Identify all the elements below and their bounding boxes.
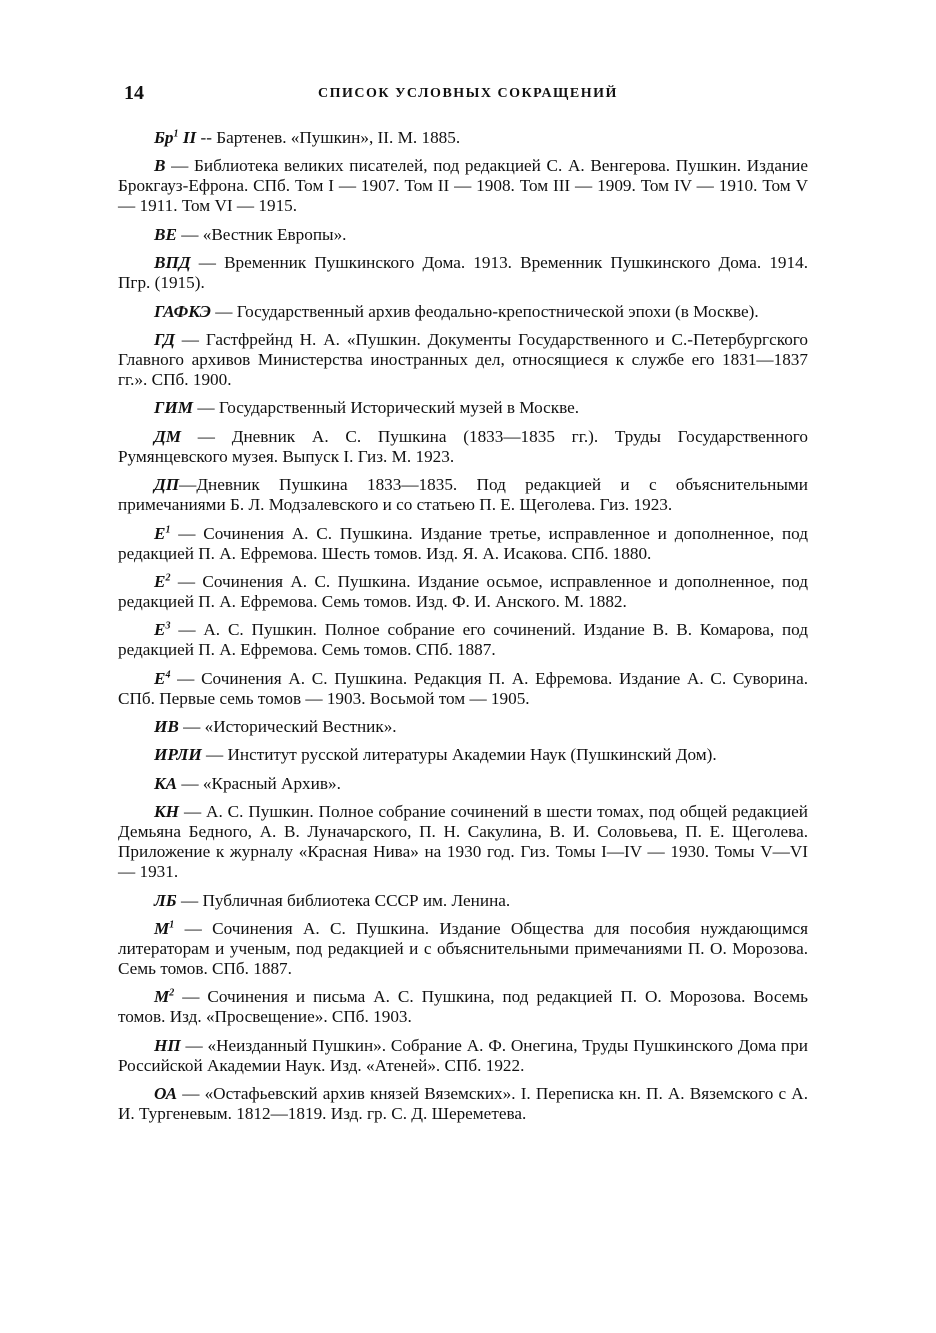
entry-separator: —	[165, 156, 194, 176]
abbreviation-term: ГИМ	[154, 398, 194, 418]
entry-description: Сочинения А. С. Пушкина. Издание Общества для пособия нуждающимся литераторам и ученым, под редакцией и с объяснительными примечаниями П. О. Морозова. Семь томов. СПб. 1887.	[118, 919, 808, 979]
abbreviation-term: ГАФКЭ	[154, 301, 211, 321]
entry-description: Государственный Исторический музей в Москве.	[218, 398, 580, 418]
edition-superscript: 3	[165, 620, 171, 632]
abbreviation-term: Е	[154, 620, 166, 640]
abbreviations-list	[118, 128, 808, 1133]
entry-separator: —	[177, 773, 203, 793]
entry-separator: —	[174, 329, 206, 349]
entry-separator: --	[196, 128, 217, 147]
entry-description: Дневник А. С. Пушкина (1833—1835 гг.). Труды Государственного Румянцевского музея. Выпуск I. Гиз. М. 1923.	[118, 426, 808, 466]
entry-separator: —	[170, 571, 203, 591]
abbreviation-entry	[118, 225, 808, 245]
abbreviation-entry	[118, 302, 808, 322]
abbreviation-entry	[118, 987, 808, 1027]
entry-separator: —	[170, 620, 204, 640]
abbreviation-term: ВЕ	[154, 224, 177, 244]
entry-separator: —	[177, 1084, 205, 1104]
entry-description: Государственный архив феодально-крепостнической эпохи (в Москве).	[236, 301, 759, 321]
entry-description: «Остафьевский архив князей Вяземских». I. Переписка кн. П. А. Вяземского с А. И. Тургеневым. 1812—1819. Изд. гр. С. Д. Шереметева.	[118, 1084, 808, 1124]
abbreviation-term: ДМ	[154, 426, 182, 446]
abbreviation-entry	[118, 1036, 808, 1076]
abbreviation-term: ИВ	[154, 717, 179, 737]
abbreviation-term: ДП	[154, 475, 180, 495]
entry-separator: —	[170, 523, 204, 543]
entry-separator: —	[170, 668, 202, 688]
entry-separator: —	[180, 1035, 208, 1055]
entry-separator: —	[190, 253, 225, 273]
abbreviation-term: М	[154, 919, 170, 939]
edition-superscript: 4	[165, 668, 171, 680]
entry-description: Институт русской литературы Академии Наук (Пушкинский Дом).	[227, 745, 717, 765]
abbreviation-term: Бр	[154, 128, 174, 147]
entry-separator: —	[181, 426, 232, 446]
entry-separator: —	[174, 987, 208, 1007]
edition-superscript: 1	[169, 919, 175, 931]
abbreviation-term: ИРЛИ	[154, 745, 202, 765]
abbreviation-entry	[118, 156, 808, 216]
abbreviation-entry	[118, 717, 808, 737]
abbreviation-term: ЛБ	[154, 890, 177, 910]
abbreviation-entry	[118, 745, 808, 765]
entry-description: «Неизданный Пушкин». Собрание А. Ф. Онегина, Труды Пушкинского Дома при Российской Академии Наук. Изд. «Атеней». СПб. 1922.	[118, 1035, 809, 1075]
abbreviation-entry	[118, 128, 808, 148]
abbreviation-term: Е	[154, 668, 166, 688]
entry-description: Временник Пушкинского Дома. 1913. Временник Пушкинского Дома. 1914. Пгр. (1915).	[118, 253, 808, 293]
abbreviation-entry	[118, 253, 808, 293]
abbreviation-term: ОА	[154, 1084, 178, 1104]
entry-separator: —	[193, 398, 219, 418]
edition-superscript: 2	[165, 572, 171, 584]
abbreviation-entry	[118, 919, 808, 979]
abbreviation-term: ГД	[154, 329, 175, 349]
abbreviation-term: НП	[154, 1035, 181, 1055]
abbreviation-term: Е	[154, 571, 166, 591]
edition-superscript: 1	[165, 523, 171, 535]
entry-description: Гастфрейнд Н. А. «Пушкин. Документы Государственного и С.-Петербургского Главного архивов Министерства иностранных дел, относящиеся к службе его 1831—1837 гг.». СПб. 1900.	[118, 329, 809, 389]
running-title: СПИСОК УСЛОВНЫХ СОКРАЩЕНИЙ	[318, 86, 618, 101]
entry-description: Сочинения и письма А. С. Пушкина, под редакцией П. О. Морозова. Восемь томов. Изд. «Просвещение». СПб. 1903.	[118, 987, 809, 1027]
abbreviation-term: ВПД	[154, 253, 191, 273]
entry-description: «Вестник Европы».	[202, 224, 347, 244]
abbreviation-entry	[118, 774, 808, 794]
entry-separator: —	[179, 802, 207, 822]
entry-description: Дневник Пушкина 1833—1835. Под редакцией и с объяснительными примечаниями Б. Л. Модзалевского и со статьею П. Е. Щеголева. Гиз. 1923.	[118, 475, 808, 515]
entry-separator: —	[176, 890, 203, 910]
entry-description: Сочинения А. С. Пушкина. Издание третье, исправленное и дополненное, под редакцией П. А. Ефремова. Шесть томов. Изд. Я. А. Исакова. СПб. 1880.	[118, 523, 808, 563]
page-header	[118, 82, 818, 112]
abbreviation-entry	[118, 398, 808, 418]
abbreviation-entry	[118, 802, 808, 882]
entry-separator: —	[201, 745, 228, 765]
entry-description: А. С. Пушкин. Полное собрание сочинений в шести томах, под общей редакцией Демьяна Бедного, А. В. Луначарского, П. Н. Сакулина, В. И. Соловьева, П. Е. Щеголева. Приложение к журналу «Красная Нива» на 1930 год. Гиз. Томы I—IV — 1930. Томы V—VI — 1931.	[118, 802, 809, 882]
entry-description: Сочинения А. С. Пушкина. Редакция П. А. Ефремова. Издание А. С. Суворина. СПб. Первые семь томов — 1903. Восьмой том — 1905.	[118, 668, 809, 708]
entry-separator: —	[176, 224, 203, 244]
abbreviation-volume: II	[178, 128, 197, 147]
entry-separator: —	[210, 301, 237, 321]
edition-superscript: 1	[173, 128, 179, 140]
abbreviation-term: М	[154, 987, 170, 1007]
abbreviation-entry	[118, 524, 808, 564]
entry-separator: —	[178, 717, 205, 737]
abbreviation-entry	[118, 427, 808, 467]
abbreviation-term: КН	[154, 802, 180, 822]
entry-description: «Красный Архив».	[202, 773, 341, 793]
abbreviation-entry	[118, 891, 808, 911]
abbreviation-entry	[118, 669, 808, 709]
abbreviation-entry	[118, 572, 808, 612]
abbreviation-term: В	[154, 156, 166, 176]
abbreviation-term: Е	[154, 523, 166, 543]
page-number: 14	[124, 82, 144, 104]
abbreviation-entry	[118, 1084, 808, 1124]
entry-description: Библиотека великих писателей, под редакцией С. А. Венгерова. Пушкин. Издание Брокгауз-Ефрона. СПб. Том I — 1907. Том II — 1908. Том III — 1909. Том IV — 1910. Том V — 1911. Том VI — 1915.	[118, 156, 808, 216]
abbreviation-term: КА	[154, 773, 178, 793]
entry-description: Бартенев. «Пушкин», II. М. 1885.	[216, 128, 461, 147]
entry-description: А. С. Пушкин. Полное собрание его сочинений. Издание В. В. Комарова, под редакцией П. А. Ефремова. Семь томов. СПб. 1887.	[118, 620, 809, 660]
edition-superscript: 2	[169, 987, 175, 999]
abbreviation-entry	[118, 475, 808, 515]
abbreviation-entry	[118, 620, 808, 660]
entry-separator: —	[179, 475, 197, 495]
entry-description: Публичная библиотека СССР им. Ленина.	[202, 890, 511, 910]
abbreviation-entry	[118, 330, 808, 390]
entry-separator: —	[174, 919, 213, 939]
entry-description: «Исторический Вестник».	[204, 717, 397, 737]
entry-description: Сочинения А. С. Пушкина. Издание осьмое, исправленное и дополненное, под редакцией П. А. Ефремова. Семь томов. Изд. Ф. И. Анского. М. 1882.	[118, 571, 808, 611]
